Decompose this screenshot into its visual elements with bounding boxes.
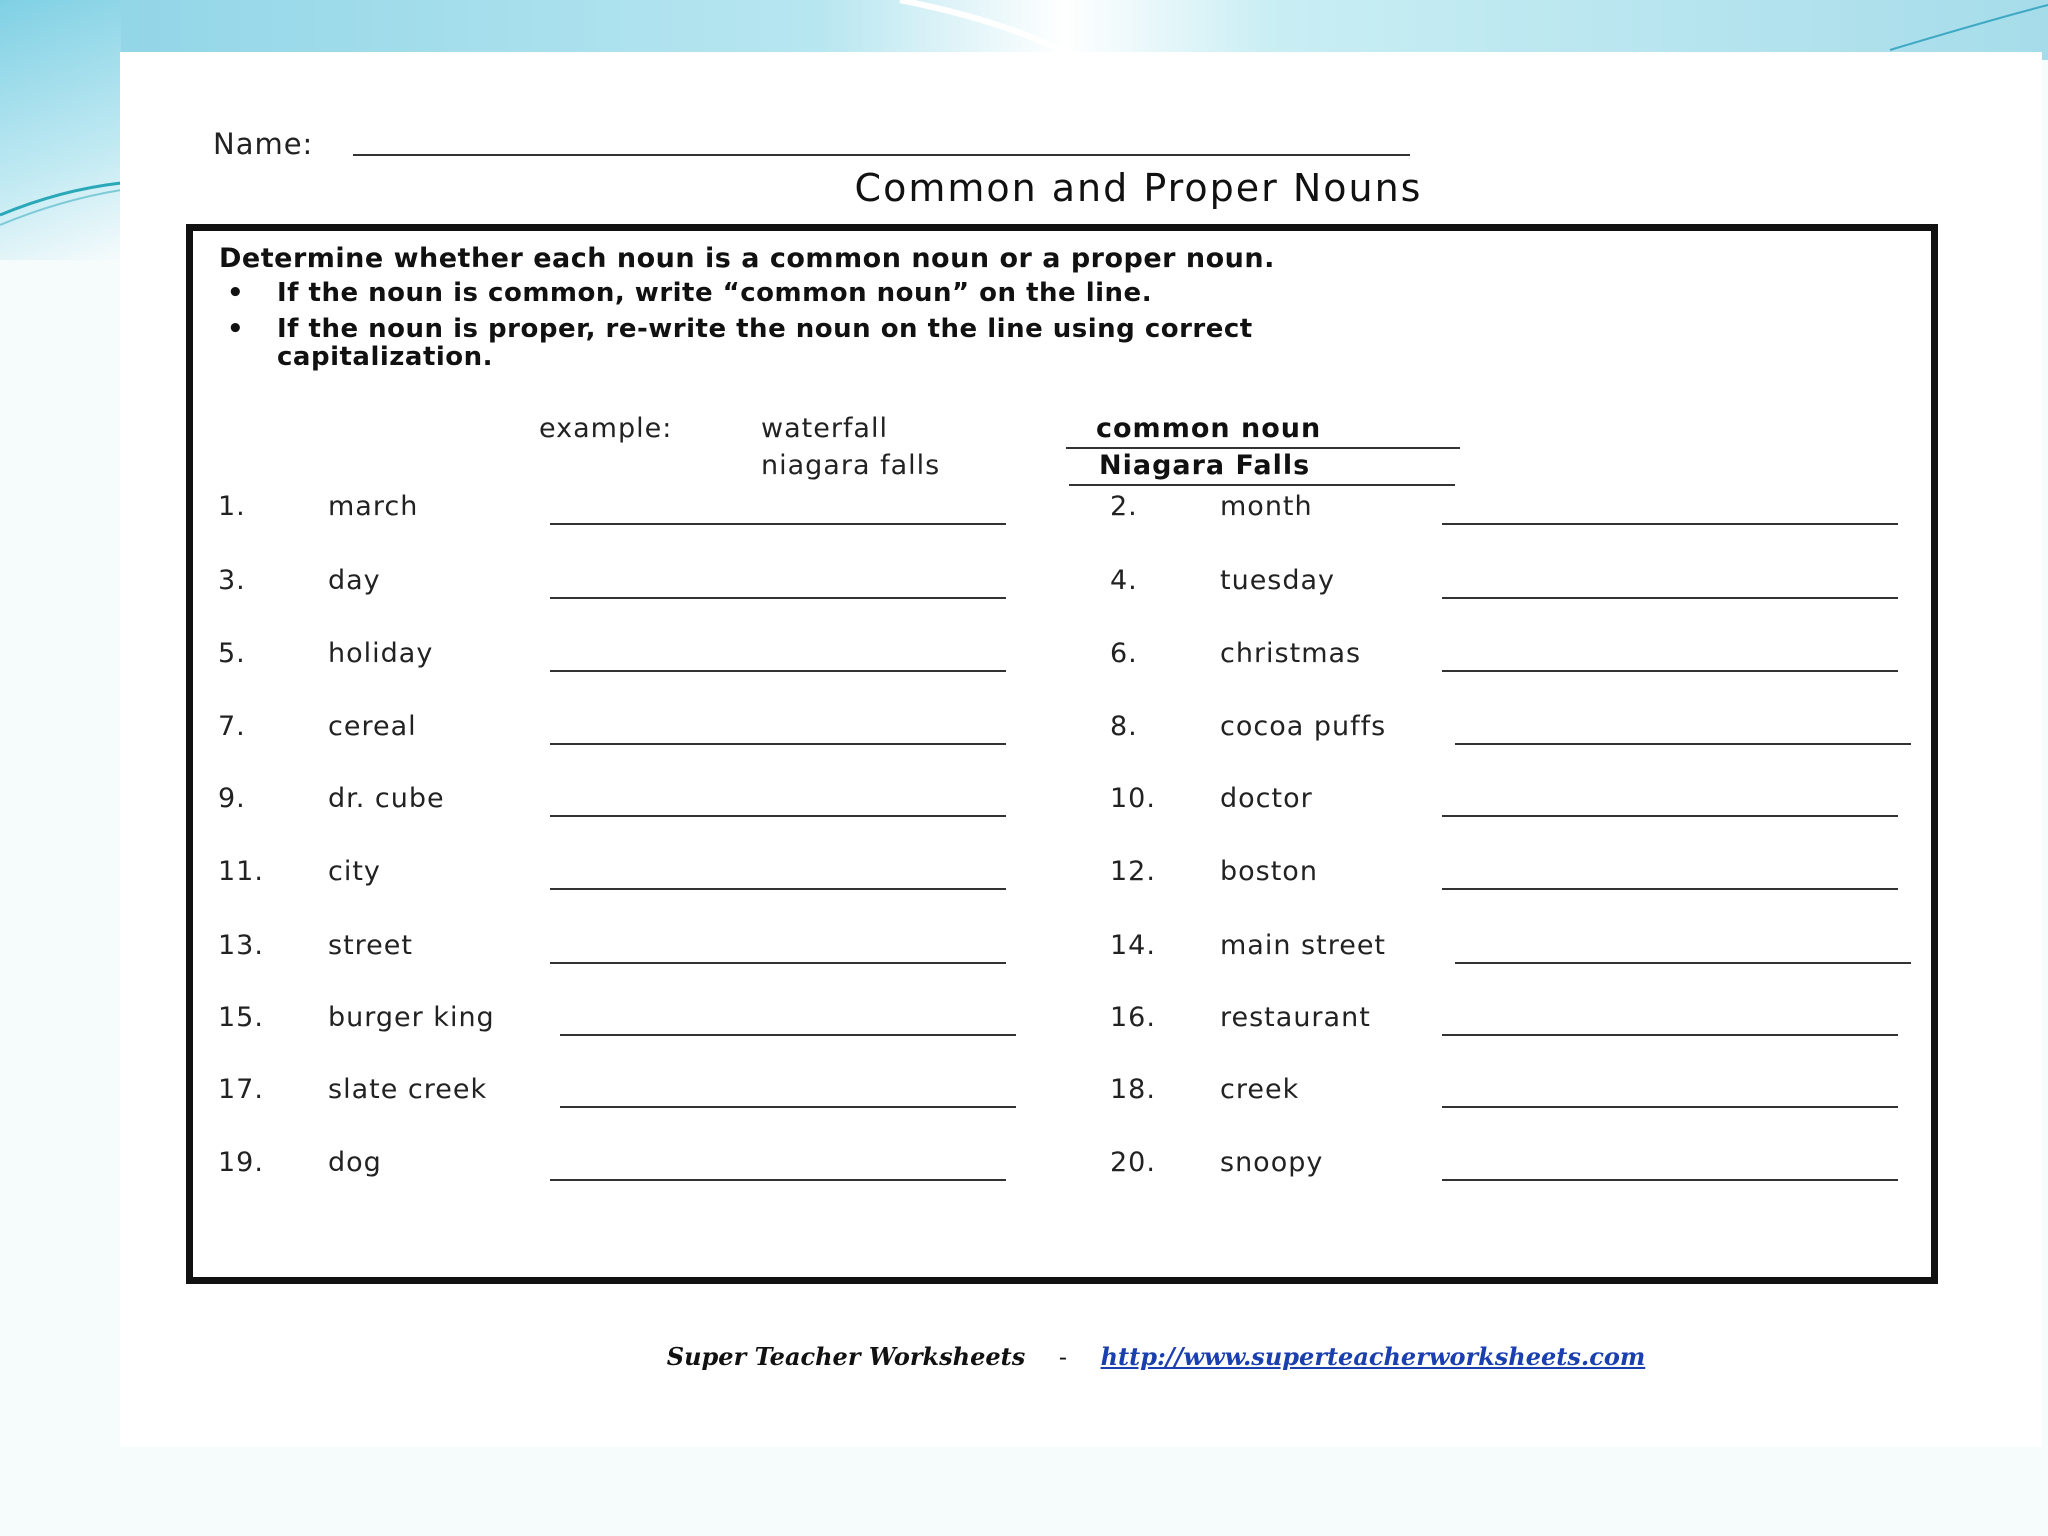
noun-item-16	[1110, 1002, 1960, 1042]
footer-brand: Super Teacher Worksheets	[666, 1342, 1026, 1371]
instructions: Determine whether each noun is a common noun or a proper noun.	[219, 243, 1275, 274]
item-noun: day	[328, 565, 381, 596]
item-noun: restaurant	[1220, 1002, 1371, 1033]
worksheet-page	[120, 52, 2042, 1447]
item-number: 12.	[1110, 856, 1156, 887]
answer-line[interactable]	[1442, 888, 1898, 890]
item-noun: cereal	[328, 711, 417, 742]
instruction-bullet-2	[227, 314, 1253, 372]
name-field-line	[353, 154, 1410, 156]
noun-item-18	[1110, 1074, 1960, 1114]
noun-item-13	[218, 930, 1068, 970]
noun-item-4	[1110, 565, 1960, 605]
item-number: 16.	[1110, 1002, 1156, 1033]
answer-line[interactable]	[560, 1106, 1016, 1108]
item-number: 19.	[218, 1147, 264, 1178]
item-number: 2.	[1110, 491, 1138, 522]
noun-item-7	[218, 711, 1068, 751]
bullet-text: If the noun is common, write “common noun” on the line.	[277, 278, 1153, 308]
noun-item-19	[218, 1147, 1068, 1187]
item-noun: creek	[1220, 1074, 1300, 1105]
noun-item-6	[1110, 638, 1960, 678]
answer-line[interactable]	[1442, 523, 1898, 525]
footer-separator: -	[1058, 1343, 1067, 1371]
bullet-text: If the noun is proper, re-write the noun on the line using correct	[277, 314, 1253, 344]
item-number: 18.	[1110, 1074, 1156, 1105]
item-noun: slate creek	[328, 1074, 488, 1105]
item-number: 4.	[1110, 565, 1138, 596]
item-noun: holiday	[328, 638, 434, 669]
item-number: 9.	[218, 783, 246, 814]
answer-line[interactable]	[1455, 743, 1911, 745]
answer-line[interactable]	[1442, 670, 1898, 672]
noun-item-20	[1110, 1147, 1960, 1187]
example-word-2: niagara falls	[761, 450, 941, 481]
answer-line[interactable]	[1442, 1106, 1898, 1108]
item-noun: dr. cube	[328, 783, 445, 814]
item-number: 7.	[218, 711, 246, 742]
item-number: 5.	[218, 638, 246, 669]
item-number: 15.	[218, 1002, 264, 1033]
answer-line[interactable]	[550, 597, 1006, 599]
item-noun: tuesday	[1220, 565, 1336, 596]
item-noun: main street	[1220, 930, 1387, 961]
worksheet-title: Common and Proper Nouns	[854, 166, 1423, 210]
item-number: 13.	[218, 930, 264, 961]
item-noun: doctor	[1220, 783, 1313, 814]
answer-line[interactable]	[550, 962, 1006, 964]
bullet-dot: •	[227, 314, 245, 344]
footer	[120, 1342, 2042, 1371]
answer-line[interactable]	[1455, 962, 1911, 964]
answer-line[interactable]	[550, 888, 1006, 890]
item-noun: month	[1220, 491, 1313, 522]
noun-item-2	[1110, 491, 1960, 531]
answer-line[interactable]	[1442, 1034, 1898, 1036]
noun-item-14	[1110, 930, 1960, 970]
noun-item-10	[1110, 783, 1960, 823]
answer-line[interactable]	[550, 523, 1006, 525]
answer-line[interactable]	[1442, 1179, 1898, 1181]
example-label: example:	[539, 413, 673, 444]
item-noun: snoopy	[1220, 1147, 1324, 1178]
answer-line[interactable]	[1442, 597, 1898, 599]
item-noun: dog	[328, 1147, 382, 1178]
item-number: 3.	[218, 565, 246, 596]
noun-item-1	[218, 491, 1068, 531]
answer-line[interactable]	[550, 1179, 1006, 1181]
answer-line[interactable]	[550, 743, 1006, 745]
noun-item-9	[218, 783, 1068, 823]
answer-line[interactable]	[550, 670, 1006, 672]
noun-item-15	[218, 1002, 1068, 1042]
item-noun: boston	[1220, 856, 1318, 887]
item-noun: city	[328, 856, 381, 887]
example-answer-2: Niagara Falls	[1069, 450, 1455, 486]
instruction-bullet-1	[227, 278, 1153, 308]
noun-item-17	[218, 1074, 1068, 1114]
noun-item-12	[1110, 856, 1960, 896]
answer-line[interactable]	[560, 1034, 1016, 1036]
exercise-box	[186, 224, 1938, 1284]
footer-link[interactable]: http://www.superteacherworksheets.com	[1100, 1342, 1646, 1371]
item-number: 20.	[1110, 1147, 1156, 1178]
example-answer-1: common noun	[1066, 413, 1460, 449]
bullet-dot: •	[227, 278, 245, 308]
item-number: 14.	[1110, 930, 1156, 961]
item-number: 10.	[1110, 783, 1156, 814]
item-noun: burger king	[328, 1002, 495, 1033]
item-number: 11.	[218, 856, 264, 887]
noun-item-5	[218, 638, 1068, 678]
noun-item-3	[218, 565, 1068, 605]
answer-line[interactable]	[550, 815, 1006, 817]
item-noun: street	[328, 930, 413, 961]
item-noun: christmas	[1220, 638, 1362, 669]
noun-item-11	[218, 856, 1068, 896]
item-number: 8.	[1110, 711, 1138, 742]
answer-line[interactable]	[1442, 815, 1898, 817]
item-noun: cocoa puffs	[1220, 711, 1387, 742]
item-number: 1.	[218, 491, 246, 522]
bullet-text-continued: capitalization.	[277, 342, 494, 372]
example-word-1: waterfall	[761, 413, 888, 444]
item-number: 17.	[218, 1074, 264, 1105]
noun-item-8	[1110, 711, 1960, 751]
item-noun: march	[328, 491, 419, 522]
name-label: Name:	[213, 127, 314, 161]
item-number: 6.	[1110, 638, 1138, 669]
